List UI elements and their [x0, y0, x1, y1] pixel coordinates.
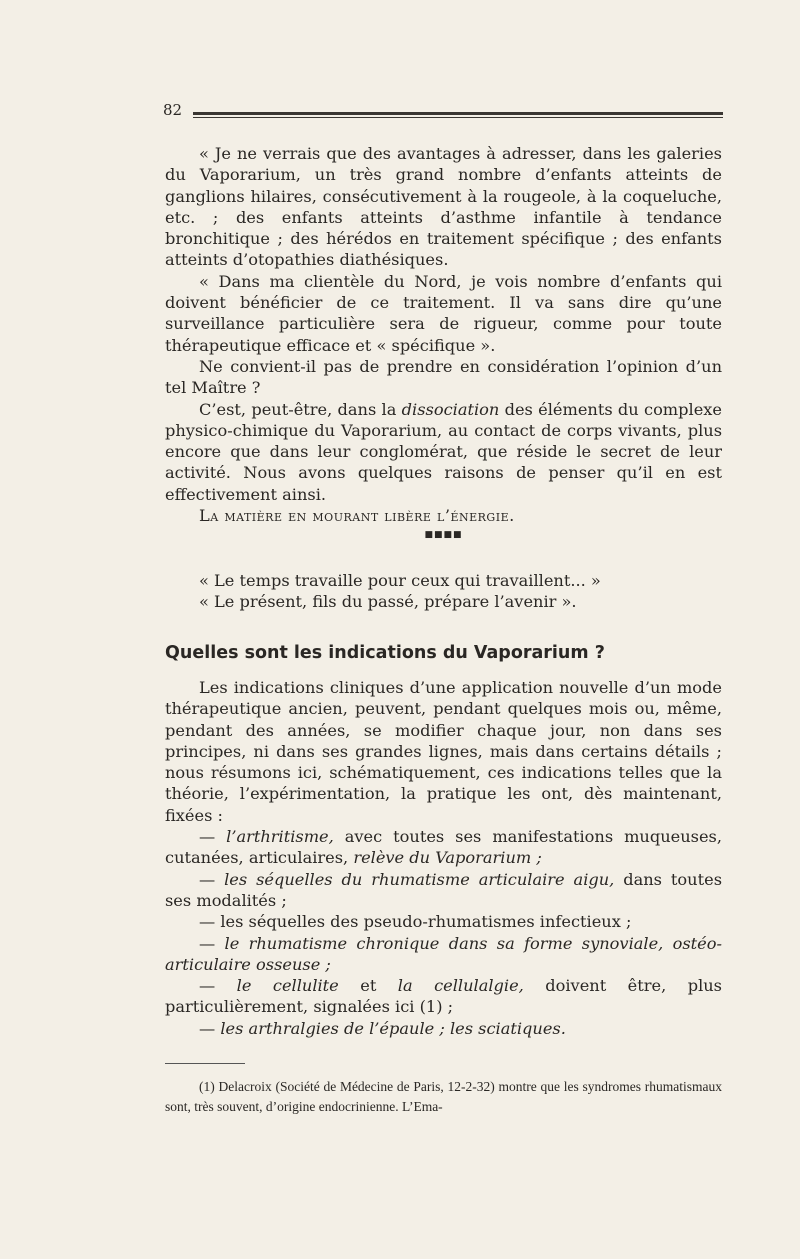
paragraph-text: C’est, peut-être, dans la — [199, 399, 402, 419]
emphasis: dissociation — [401, 399, 500, 419]
separator-ornament: ■■■■ — [424, 530, 463, 541]
dash: — — [199, 933, 225, 953]
motto: La matière en mourant libère l’énergie. — [199, 506, 515, 526]
dash: — — [199, 869, 225, 889]
list-item — [165, 869, 722, 912]
quote: « Le temps travaille pour ceux qui travaillent... » — [199, 571, 601, 590]
footnote — [165, 1077, 722, 1117]
header-rule-thin — [193, 117, 723, 118]
dash: — — [199, 827, 227, 847]
emphasis: les séquelles du rhumatisme articulaire aigu, — [224, 869, 615, 889]
list-item — [165, 1018, 722, 1039]
page-number: 82 — [163, 101, 183, 119]
section-heading-text: Quelles sont les indications du Vaporarium ? — [165, 643, 605, 663]
emphasis: l’arthritisme, — [226, 827, 334, 847]
section-text — [165, 677, 722, 1039]
emphasis: le cellulite — [236, 976, 339, 996]
footnote-text: (1) Delacroix (Société de Médecine de Paris, 12-2-32) montre que les syndromes rhumatismaux sont, très souvent, d’origine endocrinienne. L’Ema- — [165, 1079, 722, 1114]
paragraph: Ne convient-il pas de prendre en considération l’opinion d’un tel Maître ? — [165, 356, 722, 398]
emphasis: les arthralgies de l’épaule ; les sciatiques. — [220, 1018, 566, 1038]
paragraph-text: des éléments du complexe physico-chimique du Vaporarium, au contact de corps vivants, plus encore que dans leur conglomérat, que réside le secret de leur activité. Nous avons quelques raisons de penser qu’il en est effectivement ainsi. — [165, 399, 722, 504]
emphasis: relève du Vaporarium ; — [353, 848, 542, 868]
header-rule-thick — [193, 112, 723, 115]
list-item: — les séquelles des pseudo-rhumatismes infectieux ; — [199, 912, 632, 932]
section-heading — [165, 643, 725, 663]
dash: — — [199, 976, 237, 996]
item-text: dans toutes ses modalités ; — [165, 869, 722, 910]
paragraph: « Dans ma clientèle du Nord, je vois nombre d’enfants qui doivent bénéficier de ce traitement. Il va sans dire qu’une surveillance particulière sera de rigueur, comme pour toute thérapeutique efficace et « spécifique ». — [165, 271, 722, 355]
quotes — [165, 570, 722, 613]
paragraph: « Je ne verrais que des avantages à adresser, dans les galeries du Vaporarium, un très grand nombre d’enfants atteints de ganglions hilaires, consécutivement à la rougeole, à la coqueluche, etc. ; des enfants atteints d’asthme infantile à tendance bronchitique ; des hérédos en traitement spécifique ; des enfants atteints d’otopathies diathésiques. — [165, 144, 722, 270]
paragraph: Les indications cliniques d’une application nouvelle d’un mode thérapeutique ancien, peuvent, pendant quelques mois ou, même, pendant des années, se modifier chaque jour, non dans ses principes, ni dans ses grandes lignes, mais dans certains détails ; nous résumons ici, schématiquement, ces indications telles que la théorie, l’expérimentation, la pratique les ont, dès maintenant, fixées : — [165, 678, 722, 825]
paragraph — [165, 399, 722, 505]
quote: « Le présent, fils du passé, prépare l’avenir ». — [199, 592, 577, 612]
page-header — [163, 100, 723, 120]
dash: — — [199, 1018, 221, 1038]
intro-text — [165, 143, 722, 544]
footnote-separator — [165, 1063, 245, 1064]
emphasis: la cellulalgie, — [397, 976, 524, 996]
item-text: et — [338, 976, 398, 996]
item-text: avec toutes ses manifestations muqueuses, cutanées, articulaires, — [165, 827, 722, 868]
list-item — [165, 826, 722, 869]
emphasis: le rhumatisme chronique dans sa forme synoviale, ostéo-articulaire osseuse ; — [165, 933, 722, 974]
list-item — [165, 975, 722, 1018]
item-text: doivent être, plus particulièrement, signalées ici (1) ; — [165, 976, 722, 1017]
list-item — [165, 933, 722, 976]
